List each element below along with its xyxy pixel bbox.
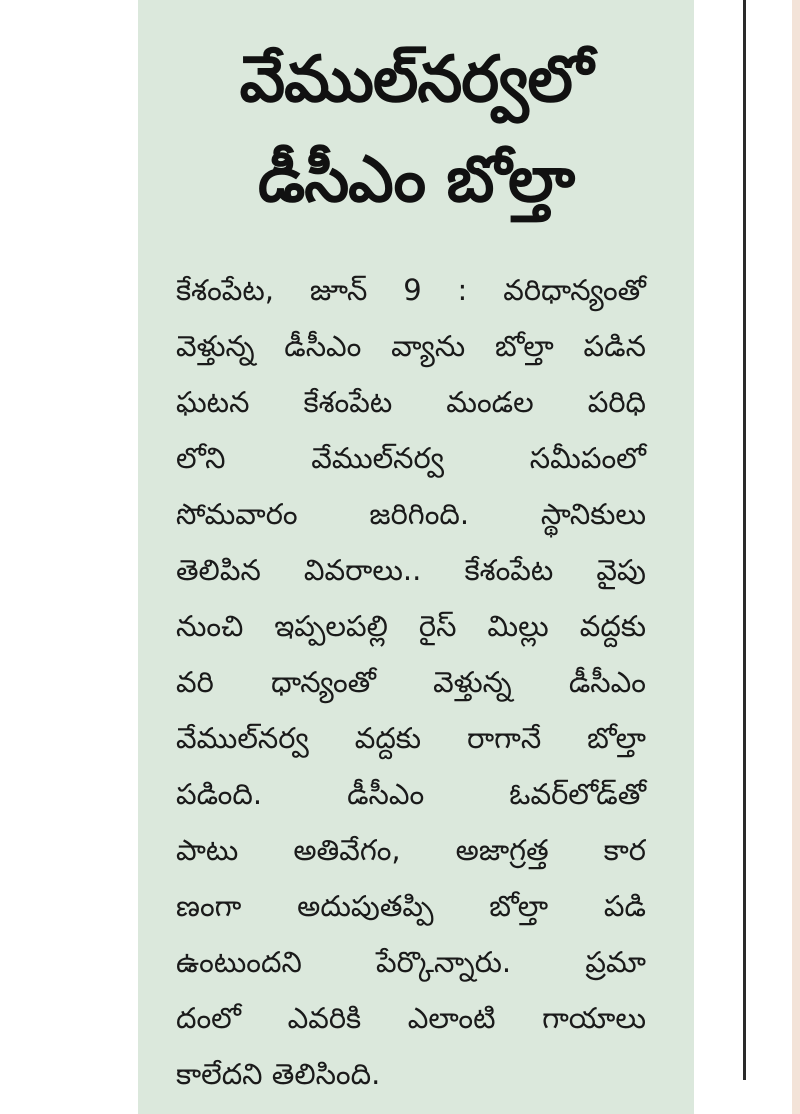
body-line: సోమవారం జరిగింది. స్థానికులు [176, 497, 646, 531]
headline-line-1: వేముల్‌నర్వలో [239, 43, 593, 117]
headline-line-2: డీసీఎం బోల్తా [257, 143, 575, 217]
body-line: వెళ్తున్న డీసీఎం వ్యాను బోల్తా పడిన [176, 329, 646, 363]
body-line: పాటు అతివేగం, అజాగ్రత్త కార [176, 833, 646, 867]
article-body [176, 262, 646, 1102]
body-line: దంలో ఎవరికి ఎలాంటి గాయాలు [176, 1001, 646, 1035]
body-line: నుంచి ఇప్పలపల్లి రైస్‌ మిల్లు వద్దకు [176, 609, 646, 643]
news-article [138, 0, 694, 1114]
body-line: తెలిపిన వివరాలు.. కేశంపేట వైపు [176, 553, 646, 587]
body-line: ఘటన కేశంపేట మండల పరిధి [176, 385, 646, 419]
column-divider [743, 0, 746, 1080]
body-line: లోని వేముల్‌నర్వ సమీపంలో [176, 441, 646, 475]
article-headline [138, 30, 694, 230]
body-line: వరి ధాన్యంతో వెళ్తున్న డీసీఎం [176, 665, 646, 699]
adjacent-column-edge [792, 0, 800, 1114]
body-line: ణంగా అదుపుతప్పి బోల్తా పడి [176, 889, 646, 923]
body-line: ఉంటుందని పేర్కొన్నారు. ప్రమా [176, 945, 646, 979]
body-line: కేశంపేట, జూన్‌ 9 : వరిధాన్యంతో [176, 273, 646, 307]
body-line: వేముల్‌నర్వ వద్దకు రాగానే బోల్తా [176, 721, 646, 755]
body-line: పడింది. డీసీఎం ఓవర్‌లోడ్‌తో [176, 777, 646, 811]
body-line: కాలేదని తెలిసింది. [176, 1057, 381, 1091]
